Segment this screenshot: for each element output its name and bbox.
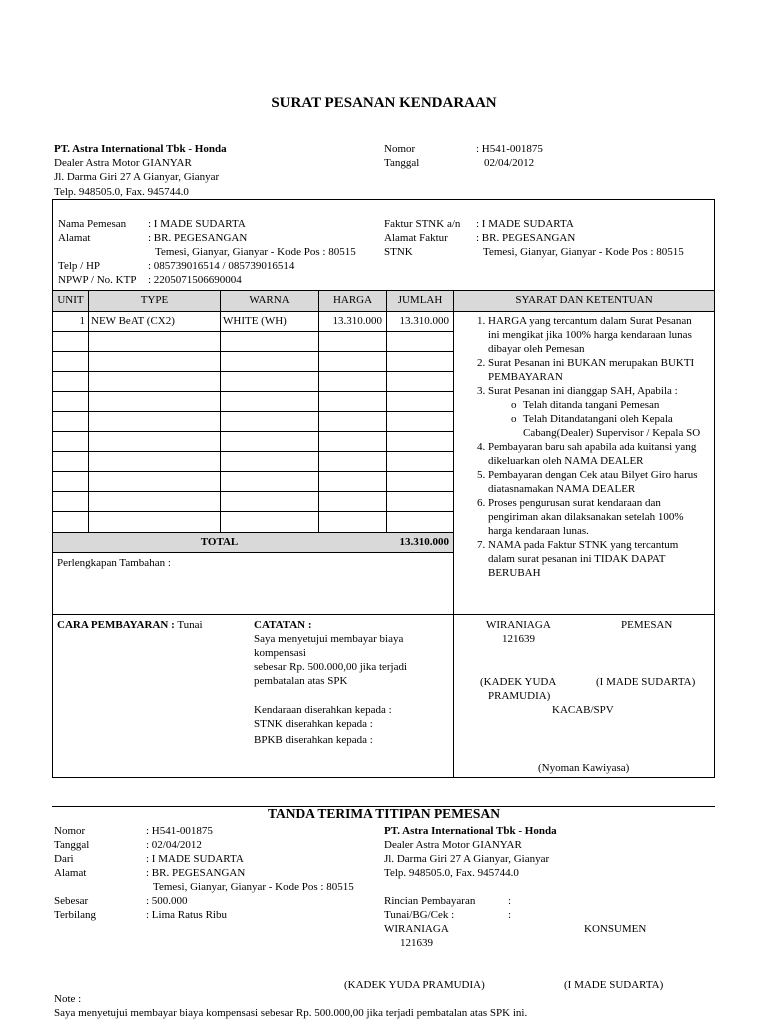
term-line: pengiriman akan dilaksanakan setelah 100% <box>488 511 684 523</box>
term-line: Telah ditanda tangani Pemesan <box>523 399 660 411</box>
term-line: 6. Proses pengurusan surat kendaraan dan <box>477 497 661 509</box>
nomor-value: : H541-001875 <box>476 143 543 155</box>
receipt-alamat-value-2: Temesi, Gianyar, Gianyar - Kode Pos : 80515 <box>153 881 354 893</box>
wiraniaga-name-1: (KADEK YUDA <box>480 676 557 688</box>
receipt-terbilang-value: : Lima Ratus Ribu <box>146 909 227 921</box>
row-jumlah: 13.310.000 <box>399 315 449 327</box>
kacab-name: (Nyoman Kawiyasa) <box>538 762 630 774</box>
receipt-wiraniaga-name: (KADEK YUDA PRAMUDIA) <box>344 979 485 991</box>
catatan-line: sebesar Rp. 500.000,00 jika terjadi <box>254 661 408 673</box>
receipt-alamat-label: Alamat <box>54 867 87 879</box>
receipt-dari-value: : I MADE SUDARTA <box>146 853 244 865</box>
alamat-value-1: : BR. PEGESANGAN <box>148 232 248 244</box>
term-line: dalam surat pesanan ini TIDAK DAPAT <box>488 553 666 565</box>
term-line: 2. Surat Pesanan ini BUKAN merupakan BUKTI <box>477 357 695 369</box>
alamat-value-2: Temesi, Gianyar, Gianyar - Kode Pos : 80515 <box>155 246 356 258</box>
term-line: Telah Ditandatangani oleh Kepala <box>523 413 673 425</box>
term-line: 1. HARGA yang tercantum dalam Surat Pesanan <box>477 315 692 327</box>
receipt-dari-label: Dari <box>54 853 74 865</box>
stnk-label: STNK <box>384 246 413 258</box>
tunai-label: Tunai/BG/Cek : <box>384 909 455 921</box>
term-line: diatasnamakan NAMA DEALER <box>488 483 636 495</box>
bullet-icon: o <box>511 399 517 411</box>
header-unit: UNIT <box>57 294 84 306</box>
perlengkapan-label: Perlengkapan Tambahan : <box>57 557 171 569</box>
wiraniaga-label: WIRANIAGA <box>486 619 551 631</box>
nama-label: Nama Pemesan <box>58 218 127 230</box>
nomor-label: Nomor <box>384 143 416 155</box>
npwp-value: : 2205071506690004 <box>148 274 242 286</box>
row-type: NEW BeAT (CX2) <box>91 315 175 327</box>
receipt-wiraniaga-id: 121639 <box>400 937 433 949</box>
tanggal-label: Tanggal <box>384 157 420 169</box>
cara-pembayaran <box>57 618 203 632</box>
note-label: Note : <box>54 993 82 1005</box>
header-syarat: SYARAT DAN KETENTUAN <box>515 294 653 306</box>
row-harga: 13.310.000 <box>332 315 382 327</box>
term-line: 7. NAMA pada Faktur STNK yang tercantum <box>477 539 679 551</box>
receipt-tanggal-label: Tanggal <box>54 839 90 851</box>
page-title: SURAT PESANAN KENDARAAN <box>271 95 497 111</box>
receipt-tanggal-value: : 02/04/2012 <box>146 839 202 851</box>
row-warna: WHITE (WH) <box>223 315 287 327</box>
catatan-line: kompensasi <box>254 647 306 659</box>
kacab-label: KACAB/SPV <box>552 704 614 716</box>
receipt-phone: Telp. 948505.0, Fax. 945744.0 <box>384 867 519 879</box>
catatan-line: Saya menyetujui membayar biaya <box>254 633 404 645</box>
npwp-label: NPWP / No. KTP <box>58 274 137 286</box>
dealer-company: PT. Astra International Tbk - Honda <box>54 143 227 155</box>
term-line: BERUBAH <box>488 567 541 579</box>
note-text: Saya menyetujui membayar biaya kompensasi sebesar Rp. 500.000,00 jika terjadi pembatalan atas SPK ini. <box>54 1007 528 1019</box>
total-label: TOTAL <box>200 536 239 548</box>
wiraniaga-name-2: PRAMUDIA) <box>488 690 551 702</box>
receipt-nomor-label: Nomor <box>54 825 86 837</box>
stnk-diserahkan: STNK diserahkan kepada : <box>254 718 373 730</box>
row-unit: 1 <box>79 315 85 327</box>
alamat-faktur-value-1: : BR. PEGESANGAN <box>476 232 576 244</box>
term-line: 4. Pembayaran baru sah apabila ada kuitansi yang <box>477 441 697 453</box>
tunai-colon: : <box>508 909 512 921</box>
faktur-value: : I MADE SUDARTA <box>476 218 574 230</box>
receipt-konsumen-name: (I MADE SUDARTA) <box>564 979 664 991</box>
pemesan-label: PEMESAN <box>621 619 673 631</box>
nama-value: : I MADE SUDARTA <box>148 218 246 230</box>
cara-pembayaran-label: CARA PEMBAYARAN : <box>57 619 175 631</box>
telp-label: Telp / HP <box>58 260 101 272</box>
receipt-address: Jl. Darma Giri 27 A Gianyar, Gianyar <box>384 853 550 865</box>
receipt-terbilang-label: Terbilang <box>54 909 96 921</box>
term-line: ini mengikat jika 100% harga kendaraan lunas <box>488 329 692 341</box>
term-line: Cabang(Dealer) Supervisor / Kepala SO <box>523 427 701 439</box>
bullet-icon: o <box>511 413 517 425</box>
catatan-line: pembatalan atas SPK <box>254 675 348 687</box>
receipt-sebesar-value: : 500.000 <box>146 895 188 907</box>
term-line: dikeluarkan oleh NAMA DEALER <box>488 455 644 467</box>
receipt-konsumen-label: KONSUMEN <box>584 923 647 935</box>
tanggal-value: 02/04/2012 <box>484 157 535 169</box>
dealer-address: Jl. Darma Giri 27 A Gianyar, Gianyar <box>54 171 220 183</box>
term-line: harga kendaraan lunas. <box>488 525 589 537</box>
term-line: 5. Pembayaran dengan Cek atau Bilyet Giro harus <box>477 469 698 481</box>
header-type: TYPE <box>140 294 169 306</box>
dealer-name: Dealer Astra Motor GIANYAR <box>54 157 192 169</box>
header-jumlah: JUMLAH <box>397 294 443 306</box>
receipt-title: TANDA TERIMA TITIPAN PEMESAN <box>268 806 500 821</box>
total-value: 13.310.000 <box>399 536 449 548</box>
telp-value: : 085739016514 / 085739016514 <box>148 260 295 272</box>
bpkb-diserahkan: BPKB diserahkan kepada : <box>254 734 373 746</box>
receipt-nomor-value: : H541-001875 <box>146 825 213 837</box>
term-line: 3. Surat Pesanan ini dianggap SAH, Apabila : <box>477 385 678 397</box>
rincian-label: Rincian Pembayaran <box>384 895 476 907</box>
receipt-alamat-value-1: : BR. PEGESANGAN <box>146 867 246 879</box>
alamat-label: Alamat <box>58 232 91 244</box>
receipt-sebesar-label: Sebesar <box>54 895 89 907</box>
alamat-faktur-label: Alamat Faktur <box>384 232 448 244</box>
faktur-label: Faktur STNK a/n <box>384 218 461 230</box>
cara-pembayaran-value: Tunai <box>177 619 203 631</box>
kendaraan-diserahkan: Kendaraan diserahkan kepada : <box>254 704 392 716</box>
rincian-colon: : <box>508 895 512 907</box>
header-warna: WARNA <box>249 294 290 306</box>
receipt-company: PT. Astra International Tbk - Honda <box>384 825 557 837</box>
receipt-dealer: Dealer Astra Motor GIANYAR <box>384 839 522 851</box>
header-harga: HARGA <box>332 294 373 306</box>
pemesan-name: (I MADE SUDARTA) <box>596 676 696 688</box>
receipt-wiraniaga-label: WIRANIAGA <box>384 923 449 935</box>
term-line: PEMBAYARAN <box>488 371 563 383</box>
catatan-label: CATATAN : <box>254 619 312 631</box>
alamat-faktur-value-2: Temesi, Gianyar, Gianyar - Kode Pos : 80515 <box>483 246 684 258</box>
dealer-phone: Telp. 948505.0, Fax. 945744.0 <box>54 186 189 198</box>
wiraniaga-id: 121639 <box>502 633 535 645</box>
term-line: dibayar oleh Pemesan <box>488 343 585 355</box>
